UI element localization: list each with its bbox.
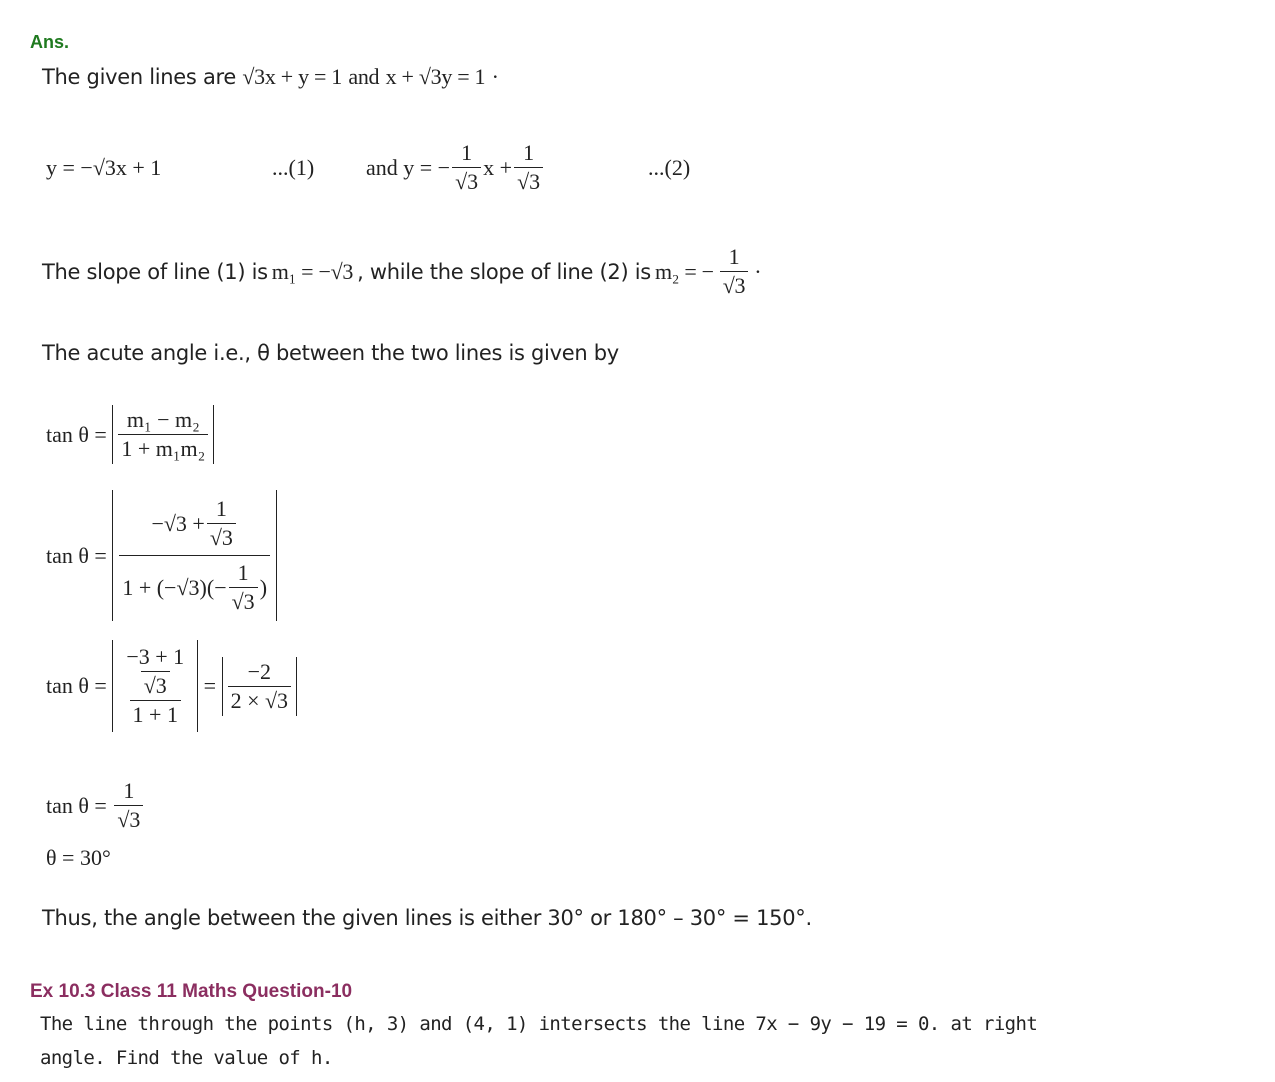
step-3-equals: = <box>203 673 217 698</box>
equation-1: y = −√3x + 1 <box>46 155 162 180</box>
step-3 <box>46 640 297 732</box>
frac-denominator: √3 <box>229 587 258 615</box>
dot: · <box>491 64 499 89</box>
frac-numerator: −2 <box>247 658 272 684</box>
tan-label: tan θ = <box>46 673 107 698</box>
frac-numerator: 1 <box>728 244 740 269</box>
frac-numerator: 1 <box>123 778 135 803</box>
step-2-den-b: ) <box>259 574 268 600</box>
step-3-inner-frac <box>123 644 187 699</box>
frac-numerator: 1 <box>215 496 227 521</box>
frac-denominator: 2 × √3 <box>228 686 291 714</box>
answer-label: Ans. <box>30 32 70 52</box>
intro-prefix: The given lines are <box>42 65 237 89</box>
intro-line <box>42 64 499 90</box>
dot: · <box>754 258 762 284</box>
abs-value <box>112 490 277 621</box>
slopes-prefix: The slope of line (1) is <box>42 259 268 284</box>
slope-m2-frac <box>720 244 748 299</box>
frac-denominator: 1 + m₁m₂ <box>118 434 208 462</box>
step-1-frac <box>118 407 208 462</box>
frac-denominator: √3 <box>114 805 143 833</box>
tan-label: tan θ = <box>46 792 107 818</box>
frac-numerator: 1 <box>237 560 249 585</box>
step-2 <box>46 490 277 621</box>
question-line-2: angle. Find the value of h. <box>40 1047 333 1069</box>
equation-2-tag: ...(2) <box>648 155 691 180</box>
step-2-numerator <box>148 496 240 555</box>
frac-numerator: m₁ − m₂ <box>126 407 200 432</box>
step-3-right-frac <box>228 659 291 714</box>
equation-2-and: and <box>366 154 398 180</box>
equation-2-frac-a <box>452 140 481 195</box>
abs-value-right <box>222 657 297 716</box>
step-3-frac <box>118 644 192 728</box>
frac-denominator: √3 <box>141 671 170 699</box>
equation-2-frac-b <box>514 140 543 195</box>
question-line-1: The line through the points (h, 3) and (4, 1) intersects the line 7x − 9y − 19 = 0. at right <box>40 1013 1038 1035</box>
tan-label: tan θ = <box>46 421 107 447</box>
acute-angle-text: The acute angle i.e., θ between the two lines is given by <box>42 341 619 365</box>
step-2-num-frac <box>207 496 236 551</box>
line1-equation: √3x + y = 1 <box>242 64 342 89</box>
equation-2-lhs: y = − <box>403 154 451 180</box>
step-1 <box>46 405 214 464</box>
slopes-mid: , while the slope of line (2) is <box>357 259 651 284</box>
step-3-numerator <box>118 644 192 700</box>
frac-numerator: −3 + 1 <box>126 644 185 669</box>
abs-value-left <box>112 640 198 732</box>
frac-numerator: 1 <box>461 140 473 165</box>
tan-label: tan θ = <box>46 542 107 568</box>
step-2-den-frac <box>229 560 258 615</box>
step-2-frac <box>119 496 270 615</box>
frac-numerator: 1 <box>523 140 535 165</box>
and-word: and <box>348 64 380 89</box>
step-4-frac <box>114 778 143 833</box>
conclusion-text: Thus, the angle between the given lines is either 30° or 180° – 30° = 150°. <box>42 906 812 930</box>
theta-result: θ = 30° <box>46 845 111 870</box>
frac-denominator: √3 <box>514 167 543 195</box>
equation-2-mid: x + <box>483 154 513 180</box>
slope-m2: m₂ = − <box>654 258 714 284</box>
frac-denominator: √3 <box>720 271 748 299</box>
slope-m1: m₁ = −√3 <box>271 258 354 284</box>
step-4 <box>46 778 145 833</box>
step-3-denominator: 1 + 1 <box>130 700 181 728</box>
step-2-denominator <box>119 555 270 615</box>
abs-value <box>112 405 214 464</box>
equation-1-tag: ...(1) <box>272 155 315 180</box>
step-2-den-a: 1 + (−√3)(− <box>122 574 227 600</box>
step-2-num-a: −√3 + <box>151 510 205 536</box>
equation-2 <box>366 140 545 195</box>
frac-denominator: √3 <box>452 167 481 195</box>
slopes-line <box>42 244 761 299</box>
question-title: Ex 10.3 Class 11 Maths Question-10 <box>30 981 353 1002</box>
frac-denominator: √3 <box>207 523 236 551</box>
line2-equation: x + √3y = 1 <box>385 64 486 89</box>
